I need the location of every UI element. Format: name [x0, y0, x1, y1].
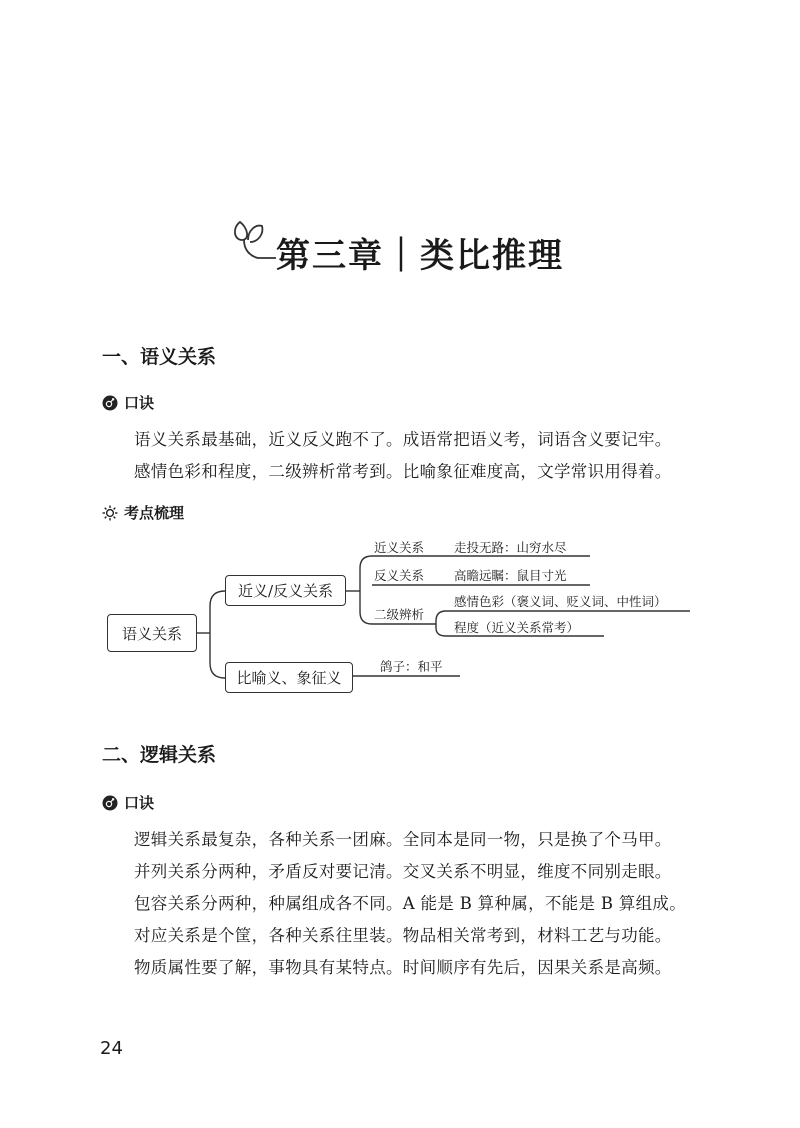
mind-map-example-synonym: 走投无路：山穷水尽: [454, 540, 567, 555]
mind-map-example-antonym: 高瞻远瞩：鼠目寸光: [454, 568, 567, 583]
mnemonic-line: 并列关系分两种，矛盾反对要记清。交叉关系不明显，维度不同别走眼。: [134, 862, 672, 881]
section-heading-logic: 二、逻辑关系: [102, 744, 217, 766]
mind-map-root: 语义关系: [107, 614, 197, 652]
mnemonic-subheading: [102, 792, 154, 813]
mind-map-example-metaphor: 鸽子：和平: [380, 659, 443, 674]
mnemonic-line: 感情色彩和程度，二级辨析常考到。比喻象征难度高，文学常识用得着。: [134, 462, 672, 481]
mnemonic-line: 对应关系是个筐，各种关系往里装。物品相关常考到，材料工艺与功能。: [134, 926, 672, 945]
mnemonic-line: 物质属性要了解，事物具有某特点。时间顺序有先后，因果关系是高频。: [134, 958, 672, 977]
outline-label: 考点梳理: [124, 504, 185, 522]
page-number: 24: [100, 1038, 123, 1059]
mnemonic-label: 口诀: [124, 794, 155, 812]
mnemonic-label: 口诀: [124, 394, 155, 412]
mind-map-node-secondary: 二级辨析: [374, 607, 425, 622]
chapter-title: 第三章｜类比推理: [276, 236, 564, 276]
mind-map-node-antonym: 反义关系: [374, 568, 425, 583]
mind-map-node-synonym: 近义关系: [374, 540, 425, 555]
mnemonic-line: 包容关系分两种，种属组成各不同。A 能是 B 算种属，不能是 B 算组成。: [134, 894, 686, 913]
mind-map-branch-synonym-antonym: 近义/反义关系: [225, 575, 346, 606]
mind-map-branch-metaphor: 比喻义、象征义: [225, 662, 353, 693]
mind-map-leaf-degree: 程度（近义关系常考）: [454, 620, 580, 635]
mnemonic-line: 语义关系最基础，近义反义跑不了。成语常把语义考，词语含义要记牢。: [134, 430, 672, 449]
mnemonic-icon: [102, 795, 118, 811]
mnemonic-line: 逻辑关系最复杂，各种关系一团麻。全同本是同一物，只是换了个马甲。: [134, 830, 672, 849]
section-heading-semantic: 一、语义关系: [102, 346, 217, 368]
mind-map-leaf-emotion: 感情色彩（褒义词、贬义词、中性词）: [454, 594, 667, 609]
